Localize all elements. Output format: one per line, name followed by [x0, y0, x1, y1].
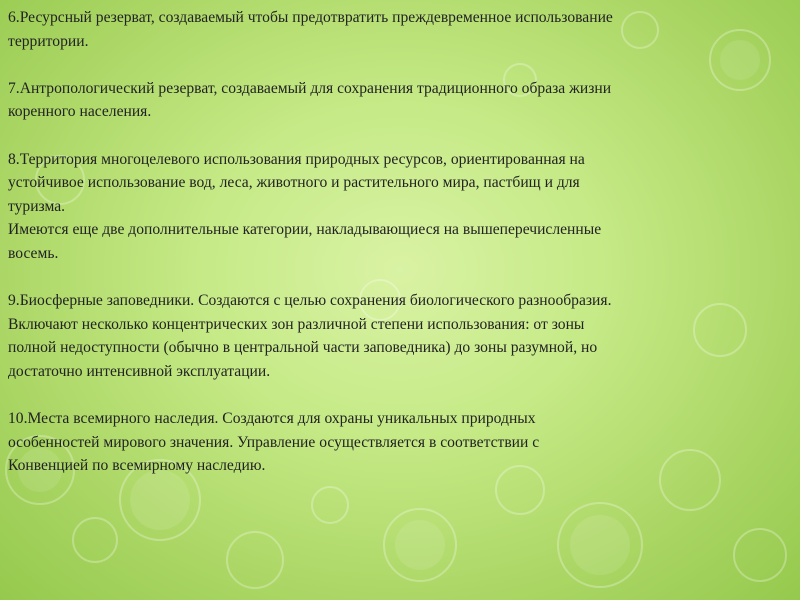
paragraph-1	[8, 6, 792, 53]
text-line: 9.Биосферные заповедники. Создаются с целью сохранения биологического разнообразия.	[8, 292, 612, 310]
text-line: Имеются еще две дополнительные категории, накладывающиеся на вышеперечисленные	[8, 221, 602, 239]
paragraph-4	[8, 289, 792, 383]
slide-text	[8, 6, 792, 478]
paragraph-2	[8, 77, 792, 124]
text-line: Конвенцией по всемирному наследию.	[8, 457, 266, 475]
text-line: 10.Места всемирного наследия. Создаются для охраны уникальных природных	[8, 410, 536, 428]
text-line: туризма.	[8, 197, 66, 215]
text-line: восемь.	[8, 244, 59, 262]
text-line: 7.Антропологический резерват, создаваемый для сохранения традиционного образа жизни	[8, 79, 612, 97]
text-line: территории.	[8, 32, 89, 50]
text-line: достаточно интенсивной эксплуатации.	[8, 362, 271, 380]
text-line: коренного населения.	[8, 103, 152, 121]
text-line: Включают несколько концентрических зон различной степени использования: от зоны	[8, 315, 585, 333]
paragraph-3	[8, 148, 792, 266]
text-line: 6.Ресурсный резерват, создаваемый чтобы предотвратить преждевременное использование	[8, 9, 613, 26]
text-line: устойчивое использование вод, леса, животного и растительного мира, пастбищ и для	[8, 174, 580, 192]
text-line: особенностей мирового значения. Управление осуществляется в соответствии с	[8, 433, 540, 451]
text-line: 8.Территория многоцелевого использования природных ресурсов, ориентированная на	[8, 150, 585, 168]
paragraph-5	[8, 407, 792, 478]
text-line: полной недоступности (обычно в центральной части заповедника) до зоны разумной, но	[8, 339, 598, 357]
